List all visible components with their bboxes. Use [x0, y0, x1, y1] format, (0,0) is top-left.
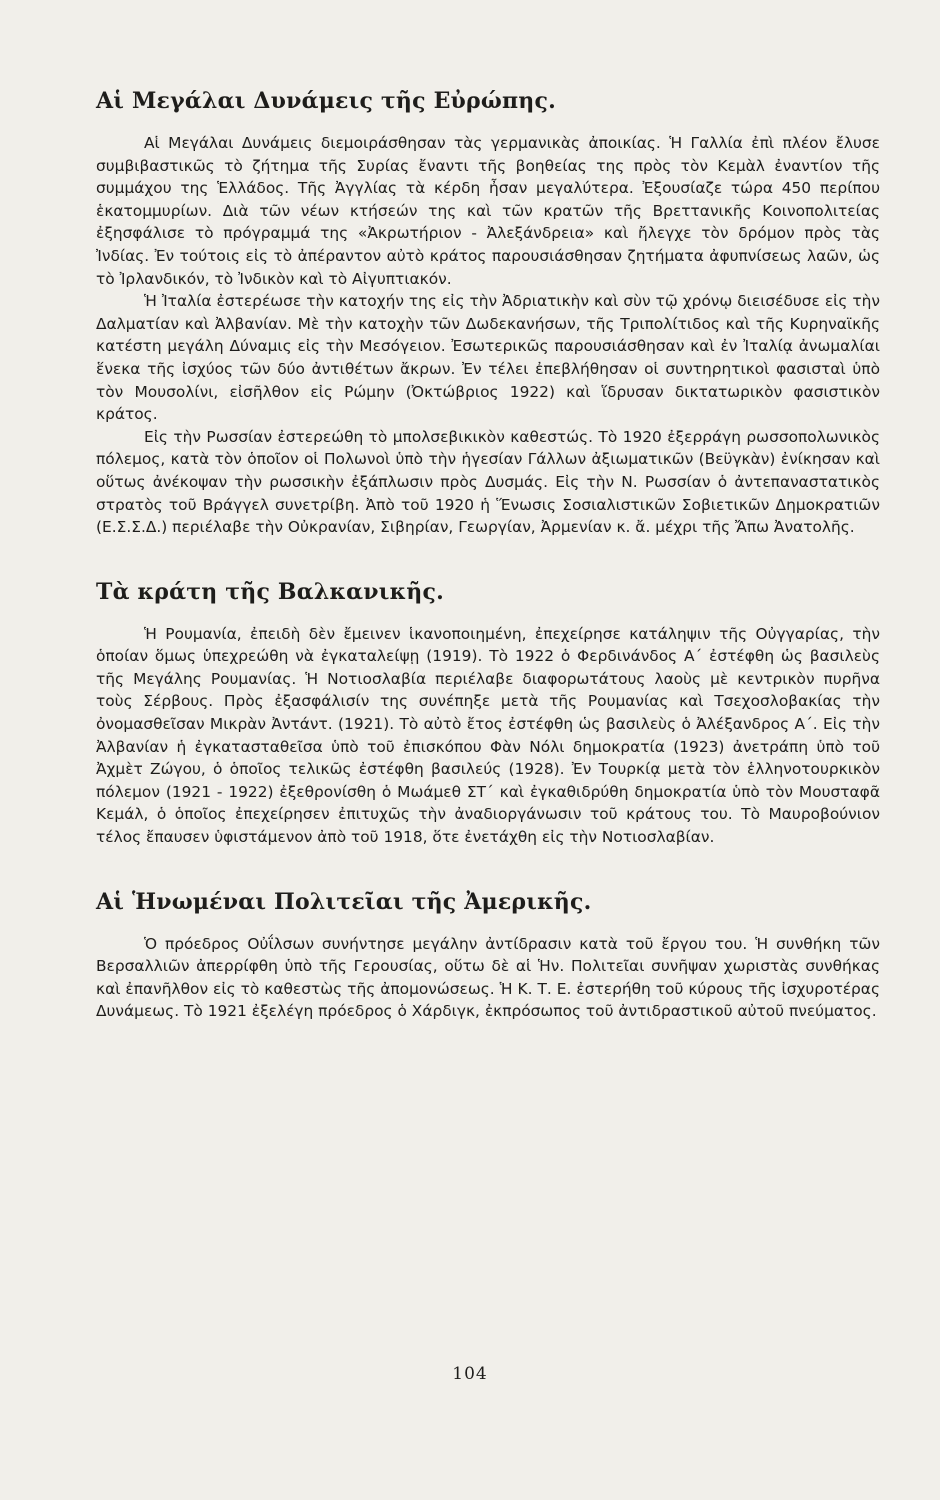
section-united-states [96, 889, 880, 1023]
section-great-powers [96, 88, 880, 539]
page-body [96, 88, 880, 1023]
section-heading: Αἱ Ἡνωμέναι Πολιτεῖαι τῆς Ἀμερικῆς. [96, 888, 592, 915]
section-balkan-states [96, 579, 880, 849]
paragraph: Ὁ πρόεδρος Οὐΐλσων συνήντησε μεγάλην ἀντίδρασιν κατὰ τοῦ ἔργου του. Ἡ συνθήκη τῶν Βερσαλλιῶν ἀπερρίφθη ὑπὸ τῆς Γερουσίας, οὕτω δὲ αἱ Ἡν. Πολιτεῖαι συνῆψαν χωριστὰς συνθήκας καὶ ἐπανῆλθον εἰς τὸ καθεστὼς τῆς ἀπομονώσεως. Ἡ Κ. Τ. Ε. ἐστερήθη τοῦ κύρους τῆς ἰσχυροτέρας Δυνάμεως. Τὸ 1921 ἐξελέγη πρόεδρος ὁ Χάρδιγκ, ἐκπρόσωπος τοῦ ἀντιδραστικοῦ αὐτοῦ πνεύματος. [96, 934, 880, 1021]
section-heading: Τὰ κράτη τῆς Βαλκανικῆς. [96, 578, 444, 605]
paragraph: Αἱ Μεγάλαι Δυνάμεις διεμοιράσθησαν τὰς γερμανικὰς ἀποικίας. Ἡ Γαλλία ἐπὶ πλέον ἔλυσε συμβιβαστικῶς τὸ ζήτημα τῆς Συρίας ἔναντι τῆς βοηθείας της πρὸς τὸν Κεμὰλ ἐναντίον τῆς συμμάχου της Ἑλλάδος. Τῆς Ἀγγλίας τὰ κέρδη ἦσαν μεγαλύτερα. Ἐξουσίαζε τώρα 450 περίπου ἑκατομμυρίων. Διὰ τῶν νέων κτήσεών της καὶ τῶν κρατῶν τῆς Βρεττανικῆς Κοινοπολιτείας ἐξησφάλισε τὸ πρόγραμμά της «Ἀκρωτήριον - Ἀλεξάνδρεια» καὶ ἤλεγχε τὸν δρόμον πρὸς τὰς Ἰνδίας. Ἐν τούτοις εἰς τὸ ἀπέραντον αὐτὸ κράτος παρουσιάσθησαν ζητήματα ἀφυπνίσεως λαῶν, ὡς τὸ Ἰρλανδικόν, τὸ Ἰνδικὸν καὶ τὸ Αἰγυπτιακόν. [96, 134, 880, 288]
section-heading: Αἱ Μεγάλαι Δυνάμεις τῆς Εὐρώπης. [96, 88, 556, 114]
page-number: 104 [452, 1364, 488, 1384]
paragraph: Ἡ Ἰταλία ἐστερέωσε τὴν κατοχήν της εἰς τὴν Ἀδριατικὴν καὶ σὺν τῷ χρόνῳ διεισέδυσε εἰς τὴν Δαλματίαν καὶ Ἀλβανίαν. Μὲ τὴν κατοχὴν τῶν Δωδεκανήσων, τῆς Τριπολίτιδος καὶ τῆς Κυρηναϊκῆς κατέστη μεγάλη Δύναμις εἰς τὴν Μεσόγειον. Ἐσωτερικῶς παρουσιάσθησαν καὶ ἐν Ἰταλίᾳ ἀνωμαλίαι ἕνεκα τῆς ἰσχύος τῶν δύο ἀντιθέτων ἄκρων. Ἐν τέλει ἐπεβλήθησαν οἱ συντηρητικοὶ φασισταὶ ὑπὸ τὸν Μουσολίνι, εἰσῆλθον εἰς Ρώμην (Ὀκτώβριος 1922) καὶ ἵδρυσαν δικτατωρικὸν φασιστικὸν κράτος. [96, 292, 880, 424]
paragraph: Ἡ Ρουμανία, ἐπειδὴ δὲν ἔμεινεν ἱκανοποιημένη, ἐπεχείρησε κατάληψιν τῆς Οὐγγαρίας, τὴν ὁποίαν ὅμως ὑπεχρεώθη νὰ ἐγκαταλείψῃ (1919). Τὸ 1922 ὁ Φερδινάνδος Α΄ ἐστέφθη ὡς βασιλεὺς τῆς Μεγάλης Ρουμανίας. Ἡ Νοτιοσλαβία περιέλαβε διαφορωτάτους λαοὺς μὲ κεντρικὸν πυρῆνα τοὺς Σέρβους. Πρὸς ἐξασφάλισίν της συνέπηξε μετὰ τῆς Ρουμανίας καὶ Τσεχοσλοβακίας τὴν ὀνομασθεῖσαν Μικρὰν Ἀντάντ. (1921). Τὸ αὐτὸ ἔτος ἐστέφθη ὡς βασιλεὺς ὁ Ἀλέξανδρος Α΄. Εἰς τὴν Ἀλβανίαν ἡ ἐγκατασταθεῖσα ὑπὸ τοῦ ἐπισκόπου Φὰν Νόλι δημοκρατία (1923) ἀνετράπη ὑπὸ τοῦ Ἀχμὲτ Ζώγου, ὁ ὁποῖος τελικῶς ἐστέφθη βασιλεύς (1928). Ἐν Τουρκίᾳ μετὰ τὸν ἑλληνοτουρκικὸν πόλεμον (1921 - 1922) ἐξεθρονίσθη ὁ Μωάμεθ ΣΤ΄ καὶ ἐγκαθιδρύθη δημοκρατία ὑπὸ τὸν Μουσταφᾶ Κεμάλ, ὁ ὁποῖος ἐπεχείρησεν ἐπιτυχῶς τὴν ἀναδιοργάνωσιν τοῦ κράτους του. Τὸ Μαυροβούνιον τέλος ἔπαυσεν ὑφιστάμενον ἀπὸ τοῦ 1918, ὅτε ἐνετάχθη εἰς τὴν Νοτιοσλαβίαν. [96, 624, 880, 847]
paragraph: Εἰς τὴν Ρωσσίαν ἐστερεώθη τὸ μπολσεβικικὸν καθεστώς. Τὸ 1920 ἐξερράγη ρωσσοπολωνικὸς πόλεμος, κατὰ τὸν ὁποῖον οἱ Πολωνοὶ ὑπὸ τὴν ἡγεσίαν Γάλλων ἀξιωματικῶν (Βεϋγκὰν) ἐνίκησαν καὶ οὕτως ἀνέκοψαν τὴν ρωσσικὴν ἐξάπλωσιν πρὸς Δυσμάς. Εἰς τὴν Ν. Ρωσσίαν ὁ ἀντεπαναστατικὸς στρατὸς τοῦ Βράγγελ συνετρίβη. Ἀπὸ τοῦ 1920 ἡ Ἕνωσις Σοσιαλιστικῶν Σοβιετικῶν Δημοκρατιῶν (Ε.Σ.Σ.Δ.) περιέλαβε τὴν Οὐκρανίαν, Σιβηρίαν, Γεωργίαν, Ἀρμενίαν κ. ἄ. μέχρι τῆς Ἄπω Ἀνατολῆς. [96, 427, 880, 537]
